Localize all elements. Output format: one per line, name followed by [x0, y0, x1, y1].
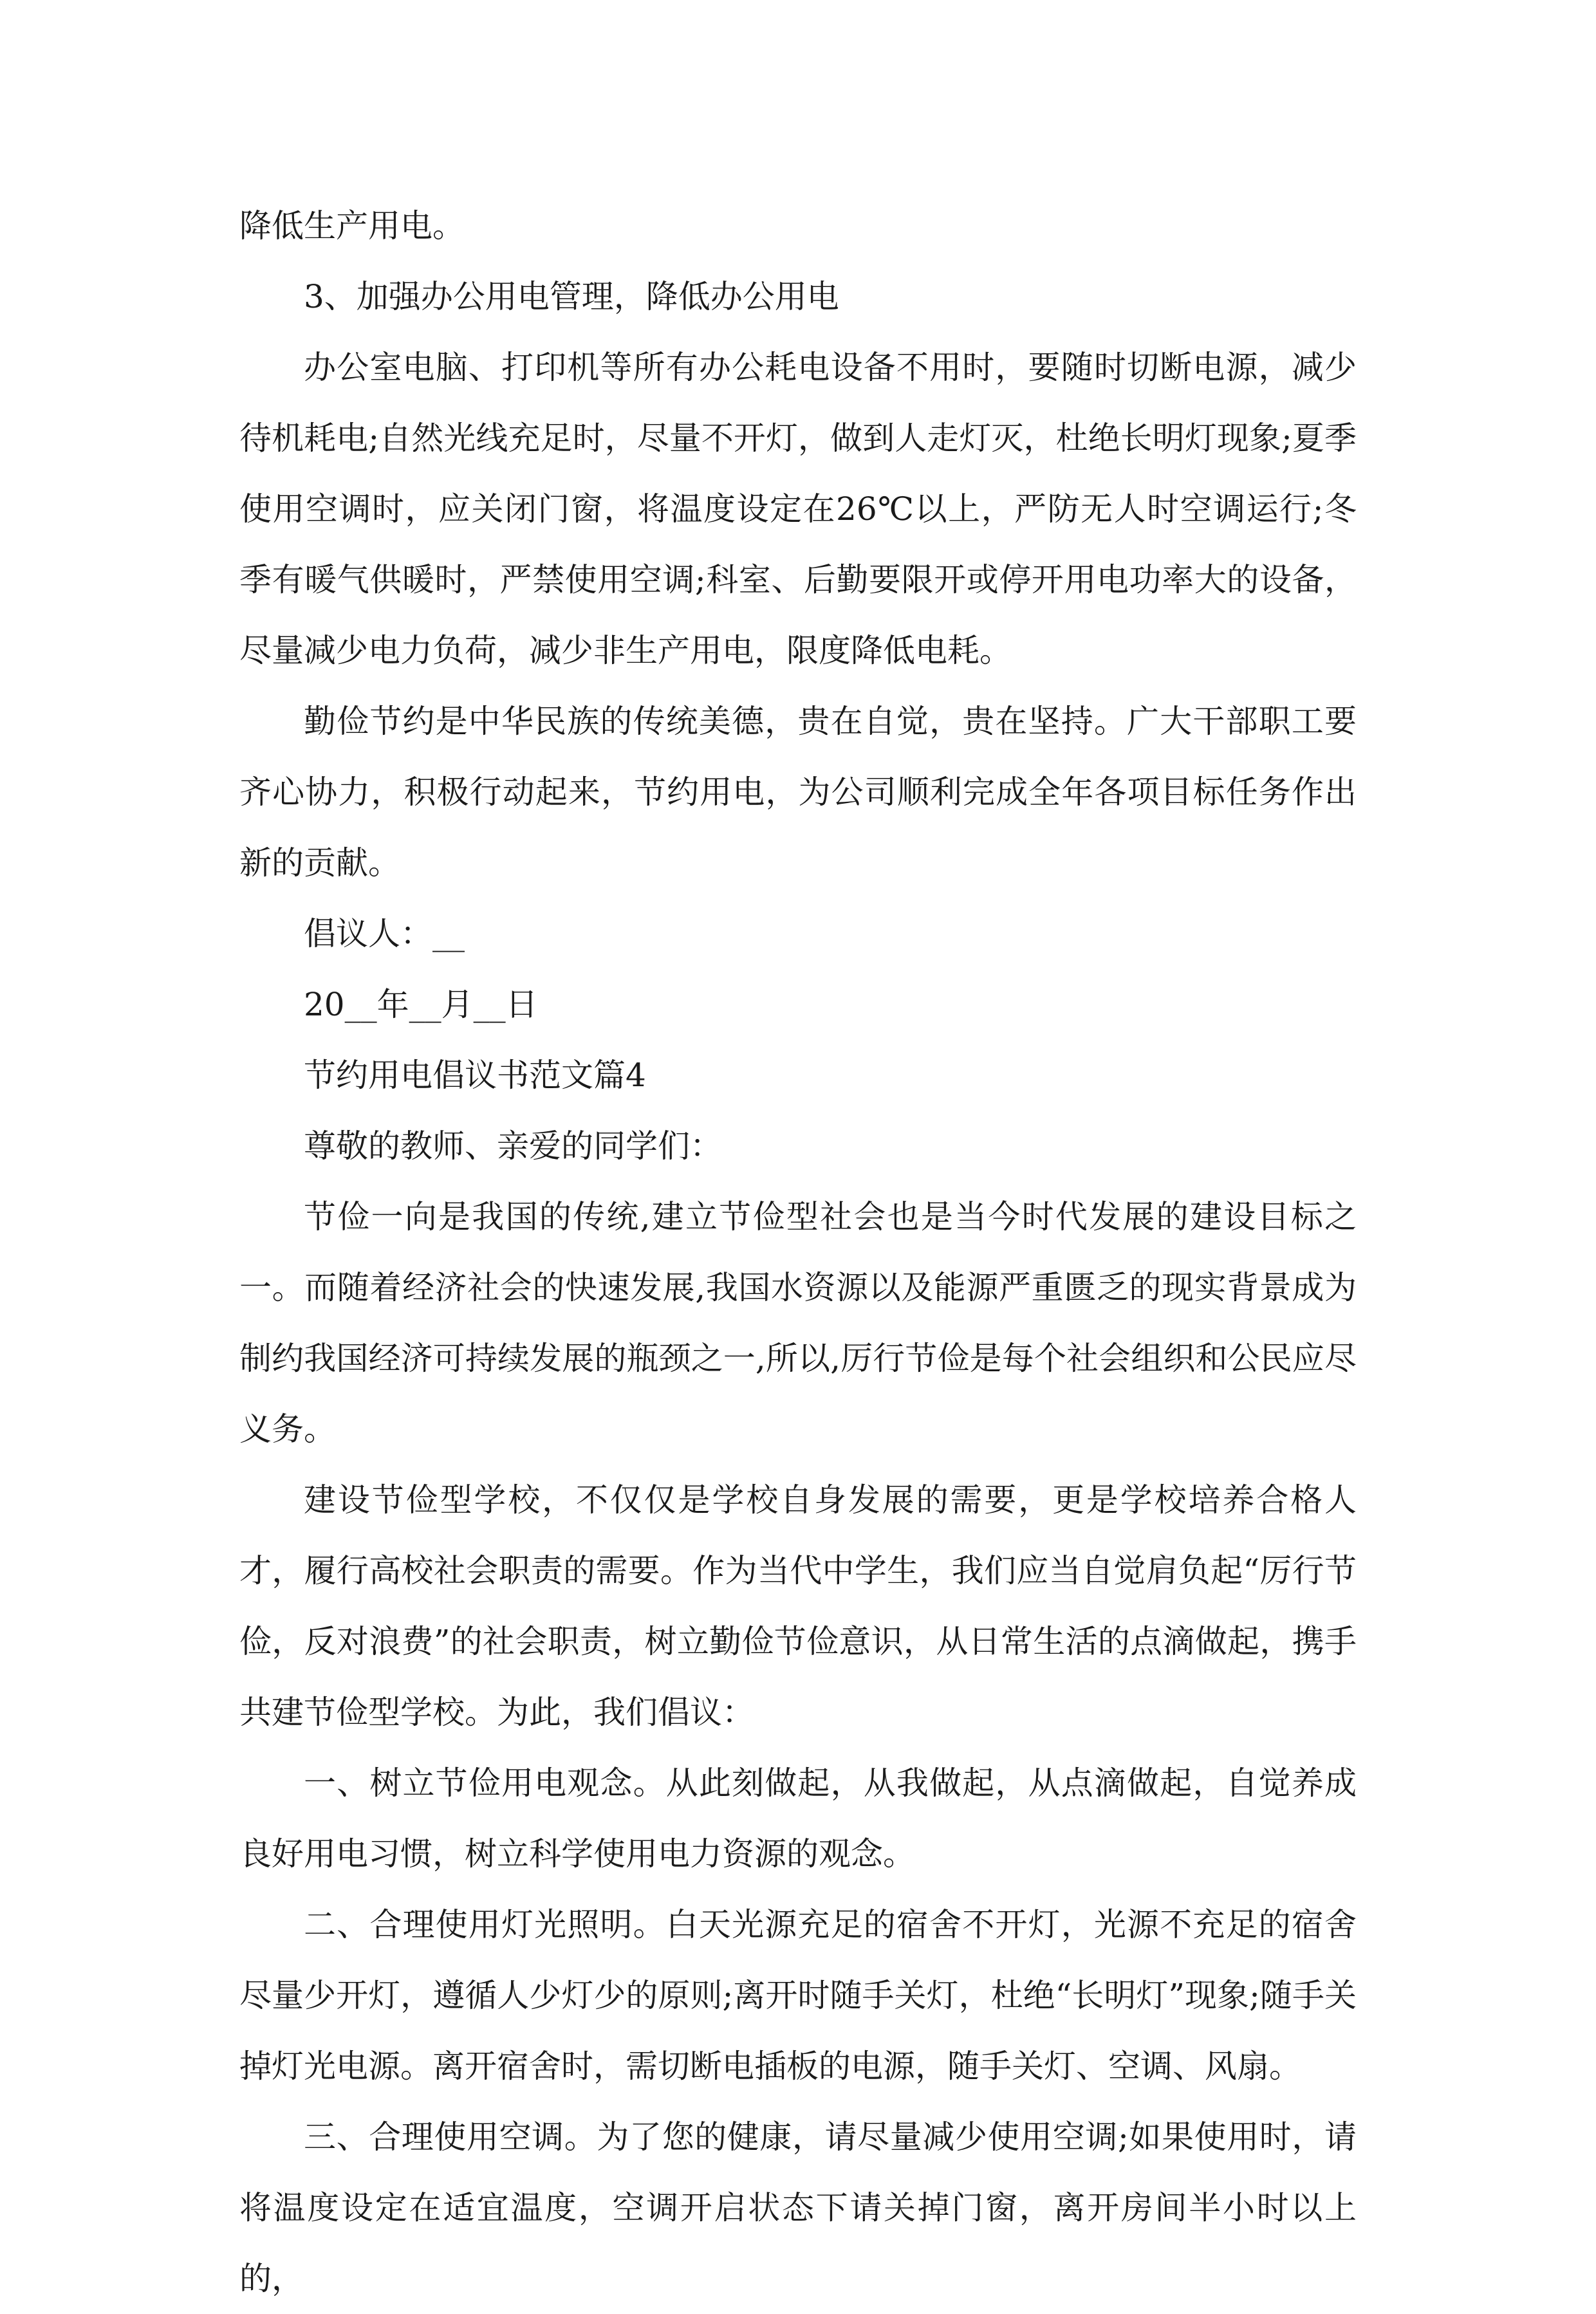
paragraph-office-measures: 办公室电脑、打印机等所有办公耗电设备不用时，要随时切断电源，减少待机耗电;自然光线充足时，尽量不开灯，做到人走灯灭，杜绝长明灯现象;夏季使用空调时，应关闭门窗，将温度设定在26℃以上，严防无人时空调运行;冬季有暖气供暖时，严禁使用空调;科室、后勤要限开或停开用电功率大的设备，尽量减少电力负荷，减少非生产用电，限度降低电耗。	[239, 349, 1357, 669]
signature-line: 倡议人：__	[304, 915, 465, 952]
paragraph-school-building: 建设节俭型学校，不仅仅是学校自身发展的需要，更是学校培养合格人才，履行高校社会职责的需要。作为当代中学生，我们应当自觉肩负起“厉行节俭，反对浪费”的社会职责，树立勤俭节俭意识，从日常生活的点滴做起，携手共建节俭型学校。为此，我们倡议：	[239, 1481, 1357, 1731]
paragraph-intro: 节俭一向是我国的传统,建立节俭型社会也是当今时代发展的建设目标之一。而随着经济社会的快速发展,我国水资源以及能源严重匮乏的现实背景成为制约我国经济可持续发展的瓶颈之一,所以,厉行节俭是每个社会组织和公民应尽义务。	[239, 1198, 1357, 1448]
proposal-item-3: 三、合理使用空调。为了您的健康，请尽量减少使用空调;如果使用时，请将温度设定在适宜温度，空调开启状态下请关掉门窗，离开房间半小时以上的，	[239, 2118, 1357, 2297]
proposal-item-2: 二、合理使用灯光照明。白天光源充足的宿舍不开灯，光源不充足的宿舍尽量少开灯，遵循人少灯少的原则;离开时随手关灯，杜绝“长明灯”现象;随手关掉灯光电源。离开宿舍时，需切断电插板的电源，随手关灯、空调、风扇。	[239, 1906, 1357, 2085]
article-title: 节约用电倡议书范文篇4	[304, 1057, 646, 1094]
paragraph-call-to-action: 勤俭节约是中华民族的传统美德，贵在自觉，贵在坚持。广大干部职工要齐心协力，积极行动起来，节约用电，为公司顺利完成全年各项目标任务作出新的贡献。	[239, 703, 1357, 882]
section-heading-office-power: 3、加强办公用电管理，降低办公用电	[304, 278, 839, 315]
date-line: 20__年__月__日	[304, 986, 538, 1023]
document-body	[239, 190, 1357, 2314]
salutation: 尊敬的教师、亲爱的同学们：	[304, 1127, 722, 1165]
proposal-item-1: 一、树立节俭用电观念。从此刻做起，从我做起，从点滴做起，自觉养成良好用电习惯，树立科学使用电力资源的观念。	[239, 1764, 1357, 1873]
paragraph-continuation: 降低生产用电。	[239, 207, 465, 245]
